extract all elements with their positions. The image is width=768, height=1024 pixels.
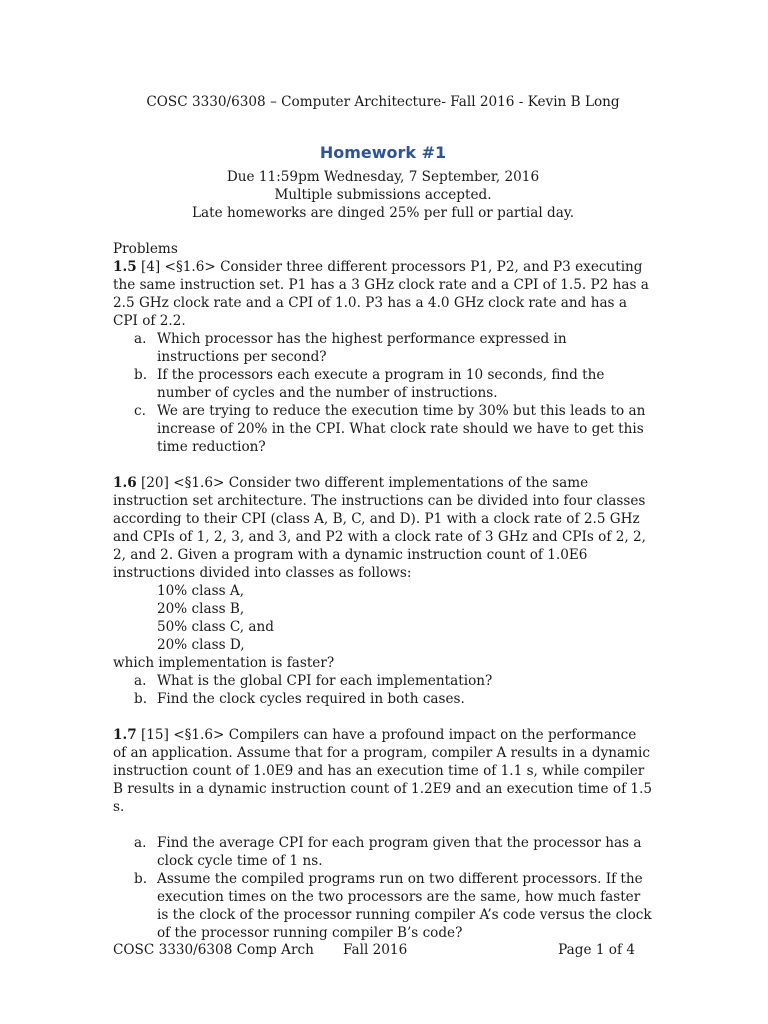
problem-number: 1.7 (113, 727, 137, 743)
item-marker: a. (134, 835, 147, 851)
item-text: We are trying to reduce the execution time by 30% but this leads to an increase of 20% in the CPI. What clock rate should we have to get this time reduction? (157, 403, 646, 455)
problems-heading: Problems (113, 241, 178, 257)
homework-title: Homework #1 (319, 143, 447, 162)
class-line: 20% class D, (157, 637, 245, 653)
class-line: 10% class A, (157, 583, 245, 599)
item-text: Find the clock cycles required in both cases. (157, 691, 465, 707)
problem-text: [4] <§1.6> Consider three different processors P1, P2, and P3 executing the same instruction set. P1 has a 3 GHz clock rate and a CPI of 1.5. P2 has a 2.5 GHz clock rate and a CPI of 1.0. P3 has a 4.0 GHz clock rate and has a CPI of 2.2. (113, 259, 649, 329)
class-line: 50% class C, and (157, 619, 274, 635)
item-text: Assume the compiled programs run on two different processors. If the execution times on the two processors are the same, how much faster is the clock of the processor running compiler A’s code versus the clock of the processor running compiler B’s code? (157, 871, 652, 941)
item-text: If the processors each execute a program in 10 seconds, find the number of cycles and the number of instructions. (157, 367, 605, 401)
problem-1-6-question: which implementation is faster? (113, 655, 335, 671)
list-item (113, 672, 653, 690)
item-text: Find the average CPI for each program given that the processor has a clock cycle time of 1 ns. (157, 835, 642, 869)
footer-page-number: Page 1 of 4 (558, 942, 635, 958)
item-marker: c. (134, 403, 146, 419)
item-marker: a. (134, 331, 147, 347)
class-line: 20% class B, (157, 601, 245, 617)
list-item (113, 870, 653, 942)
problem-number: 1.5 (113, 259, 137, 275)
problem-1-6-intro (113, 474, 653, 582)
problem-1-5-intro (113, 258, 653, 330)
problem-text: [20] <§1.6> Consider two different implementations of the same instruction set architecture. The instructions can be divided into four classes according to their CPI (class A, B, C, and D). P1 with a clock rate of 2.5 GHz and CPIs of 1, 2, 3, and 3, and P2 with a clock rate of 3 GHz and CPIs of 2, 2, 2, and 2. Given a program with a dynamic instruction count of 1.0E6 instructions divided into classes as follows: (113, 475, 646, 581)
list-item (113, 366, 653, 402)
class-list (113, 582, 653, 654)
list-item (113, 402, 653, 456)
item-marker: b. (134, 367, 148, 383)
list-item (113, 690, 653, 708)
problem-1-7-parts (113, 834, 653, 942)
footer-term: Fall 2016 (343, 942, 408, 958)
item-marker: a. (134, 673, 147, 689)
problems-section (113, 240, 653, 942)
problem-number: 1.6 (113, 475, 137, 491)
footer-course: COSC 3330/6308 Comp Arch (113, 942, 314, 958)
course-header: COSC 3330/6308 – Computer Architecture- Fall 2016 - Kevin B Long (146, 94, 620, 110)
item-marker: b. (134, 871, 148, 887)
due-date: Due 11:59pm Wednesday, 7 September, 2016 (226, 169, 540, 185)
problem-1-7-intro (113, 726, 653, 816)
late-policy: Late homeworks are dinged 25% per full or partial day. (191, 205, 575, 221)
item-text: Which processor has the highest performance expressed in instructions per second? (157, 331, 567, 365)
submission-policy: Multiple submissions accepted. (274, 187, 492, 203)
page-footer (113, 941, 635, 959)
due-info (113, 168, 653, 222)
item-text: What is the global CPI for each implementation? (157, 673, 493, 689)
item-marker: b. (134, 691, 148, 707)
problem-1-6-parts (113, 672, 653, 708)
list-item (113, 330, 653, 366)
list-item (113, 834, 653, 870)
problem-text: [15] <§1.6> Compilers can have a profound impact on the performance of an application. Assume that for a program, compiler A results in a dynamic instruction count of 1.0E9 and has an execution time of 1.1 s, while compiler B results in a dynamic instruction count of 1.2E9 and an execution time of 1.5 s. (113, 727, 653, 815)
problem-1-5-parts (113, 330, 653, 456)
